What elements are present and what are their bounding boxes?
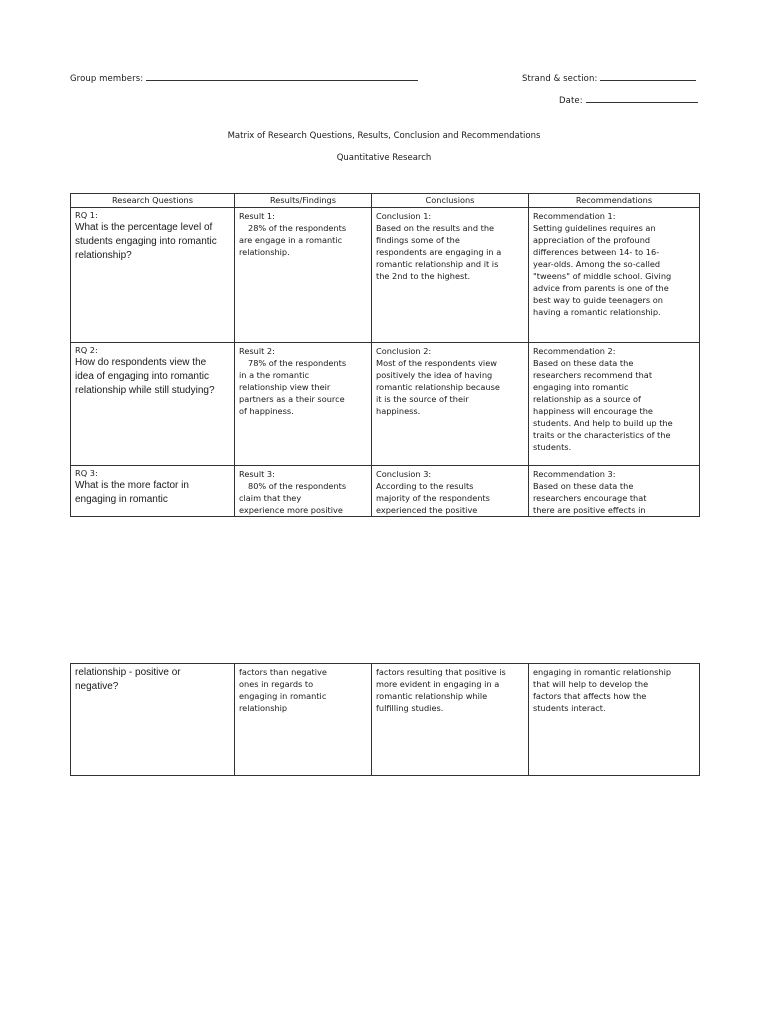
date-field — [559, 92, 698, 106]
result-line: are engage in a romantic — [239, 235, 343, 245]
result-label: Result 3: — [239, 469, 275, 479]
recommendation-line: there are positive effects in — [533, 505, 646, 515]
recommendation-cell — [529, 343, 700, 466]
question-line: What is the more factor in — [75, 480, 189, 491]
recommendation-line: students interact. — [533, 703, 606, 713]
question-line: engaging in romantic — [75, 494, 168, 505]
date-blank — [586, 92, 698, 103]
question-line: relationship - positive or — [75, 667, 181, 678]
conclusion-line: experienced the positive — [376, 505, 478, 515]
conclusion-line: Most of the respondents view — [376, 358, 497, 368]
recommendation-line: "tweens" of middle school. Giving — [533, 271, 672, 281]
header-recommendations: Recommendations — [529, 194, 700, 208]
result-line: factors than negative — [239, 667, 327, 677]
table-row — [71, 343, 700, 466]
result-line: experience more positive — [239, 505, 343, 515]
recommendation-label: Recommendation 1: — [533, 211, 616, 221]
question-label: RQ 2: — [75, 345, 98, 355]
recommendation-cell — [529, 664, 700, 776]
header-research-questions: Research Questions — [71, 194, 235, 208]
question-cell — [71, 664, 235, 776]
recommendation-line: factors that affects how the — [533, 691, 647, 701]
research-matrix-continuation — [70, 663, 700, 776]
group-members-label: Group members: — [70, 74, 144, 84]
conclusion-line: happiness. — [376, 406, 421, 416]
recommendation-label: Recommendation 2: — [533, 346, 616, 356]
conclusion-cell — [372, 664, 529, 776]
question-label: RQ 3: — [75, 468, 98, 478]
conclusion-line: fulfilling studies. — [376, 703, 444, 713]
conclusion-line: more evident in engaging in a — [376, 679, 500, 689]
recommendation-line: traits or the characteristics of the — [533, 430, 671, 440]
recommendation-line: Based on these data the — [533, 481, 634, 491]
result-cell — [235, 208, 372, 343]
result-line: 28% of the respondents — [248, 223, 347, 233]
result-line: 80% of the respondents — [248, 481, 347, 491]
recommendation-line: relationship as a source of — [533, 394, 641, 404]
table-header-row — [71, 194, 700, 208]
recommendation-line: Based on these data the — [533, 358, 634, 368]
recommendation-cell — [529, 466, 700, 517]
header-results-findings: Results/Findings — [235, 194, 372, 208]
result-line: 78% of the respondents — [248, 358, 347, 368]
recommendation-line: best way to guide teenagers on — [533, 295, 663, 305]
conclusion-line: factors resulting that positive is — [376, 667, 506, 677]
result-line: relationship view their — [239, 382, 331, 392]
recommendation-line: students. And help to build up the — [533, 418, 673, 428]
recommendation-line: researchers encourage that — [533, 493, 647, 503]
result-line: engaging in romantic — [239, 691, 327, 701]
result-label: Result 2: — [239, 346, 275, 356]
question-line: How do respondents view the — [75, 357, 207, 368]
question-line: students engaging into romantic — [75, 236, 217, 247]
result-cell — [235, 466, 372, 517]
question-cell — [71, 343, 235, 466]
strand-section-label: Strand & section: — [522, 74, 598, 84]
recommendation-line: that will help to develop the — [533, 679, 649, 689]
question-line: What is the percentage level of — [75, 222, 213, 233]
result-line: relationship — [239, 703, 288, 713]
conclusion-line: romantic relationship because — [376, 382, 500, 392]
recommendation-line: appreciation of the profound — [533, 235, 651, 245]
recommendation-line: researchers recommend that — [533, 370, 653, 380]
recommendation-line: engaging into romantic — [533, 382, 629, 392]
result-line: of happiness. — [239, 406, 294, 416]
question-line: idea of engaging into romantic — [75, 371, 209, 382]
result-line: ones in regards to — [239, 679, 314, 689]
result-cell — [235, 664, 372, 776]
conclusion-line: romantic relationship while — [376, 691, 488, 701]
recommendation-label: Recommendation 3: — [533, 469, 616, 479]
recommendation-line: Setting guidelines requires an — [533, 223, 656, 233]
result-line: in a the romantic — [239, 370, 310, 380]
question-line: negative? — [75, 681, 119, 692]
conclusion-line: the 2nd to the highest. — [376, 271, 471, 281]
conclusion-line: majority of the respondents — [376, 493, 490, 503]
table-row — [71, 664, 700, 776]
strand-section-blank — [600, 70, 696, 81]
question-line: relationship? — [75, 250, 132, 261]
recommendation-line: having a romantic relationship. — [533, 307, 661, 317]
question-cell — [71, 208, 235, 343]
recommendation-line: engaging in romantic relationship — [533, 667, 672, 677]
table-row — [71, 208, 700, 343]
result-line: partners as a their source — [239, 394, 345, 404]
conclusion-line: According to the results — [376, 481, 474, 491]
conclusion-line: positively the idea of having — [376, 370, 493, 380]
recommendation-line: advice from parents is one of the — [533, 283, 669, 293]
conclusion-label: Conclusion 2: — [376, 346, 432, 356]
document-title: Matrix of Research Questions, Results, Conclusion and Recommendations — [227, 131, 541, 141]
table-row — [71, 466, 700, 517]
question-label: RQ 1: — [75, 210, 98, 220]
strand-section-field — [522, 70, 696, 84]
result-line: claim that they — [239, 493, 302, 503]
document-subtitle: Quantitative Research — [336, 153, 432, 163]
conclusion-line: findings some of the — [376, 235, 460, 245]
conclusion-line: respondents are engaging in a — [376, 247, 502, 257]
conclusion-line: Based on the results and the — [376, 223, 495, 233]
conclusion-line: romantic relationship and it is — [376, 259, 499, 269]
question-line: relationship while still studying? — [75, 385, 215, 396]
result-cell — [235, 343, 372, 466]
group-members-field — [70, 70, 418, 84]
recommendation-line: happiness will encourage the — [533, 406, 653, 416]
conclusion-label: Conclusion 3: — [376, 469, 432, 479]
research-matrix-table — [70, 193, 700, 517]
group-members-blank — [146, 70, 418, 81]
conclusion-cell — [372, 208, 529, 343]
date-label: Date: — [559, 96, 583, 106]
result-label: Result 1: — [239, 211, 275, 221]
recommendation-line: students. — [533, 442, 572, 452]
header-conclusions: Conclusions — [372, 194, 529, 208]
result-line: relationship. — [239, 247, 290, 257]
recommendation-line: year-olds. Among the so-called — [533, 259, 661, 269]
conclusion-label: Conclusion 1: — [376, 211, 432, 221]
conclusion-cell — [372, 343, 529, 466]
recommendation-cell — [529, 208, 700, 343]
conclusion-line: it is the source of their — [376, 394, 469, 404]
question-cell — [71, 466, 235, 517]
recommendation-line: differences between 14- to 16- — [533, 247, 660, 257]
conclusion-cell — [372, 466, 529, 517]
